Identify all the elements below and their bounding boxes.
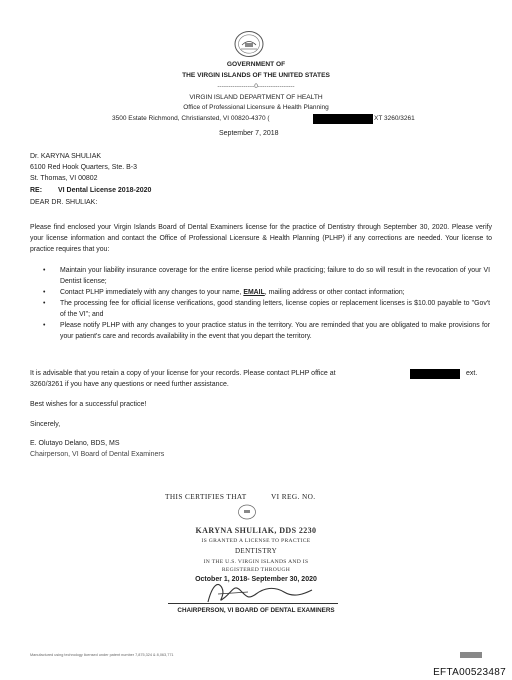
intro-paragraph: Please find enclosed your Virgin Islands Board of Dental Examiners license for the practice of Dentistry through September 30, 2020. Please verify your license information and contact the Office of Professional Licensure & Health Planning (PLHP) if any corrections are needed. Your license to practice requires that you: (30, 224, 492, 253)
certificate-chair: CHAIRPERSON, VI BOARD OF DENTAL EXAMINERS (177, 607, 335, 614)
list-item: • Maintain your liability insurance coverage for the entire license period while practicing; failure to do so will result in the revocation of your VI Dentist license; (43, 267, 490, 285)
recipient-line-2: 6100 Red Hook Quarters, Ste. B-3 (30, 164, 137, 171)
recipient-line-1: Dr. KARYNA SHULIAK (30, 153, 102, 160)
list-item: • Contact PLHP immediately with any changes to your name, EMAIL, mailing address or other contact information; (43, 289, 405, 296)
header-dept: VIRGIN ISLAND DEPARTMENT OF HEALTH (189, 94, 323, 101)
certificate-fine-print: Manufactured using technology licensed under patent number 7,875,324 & 8,063,771 (30, 653, 174, 657)
signer-name: E. Olutayo Delano, BDS, MS (30, 440, 120, 447)
recipient-line-3: St. Thomas, VI 00802 (30, 175, 98, 182)
redaction-box-phone-2 (410, 369, 460, 379)
letter-date: September 7, 2018 (219, 130, 279, 137)
header-line2: THE VIRGIN ISLANDS OF THE UNITED STATES (182, 72, 330, 79)
certificate-certifies: THIS CERTIFIES THAT (165, 492, 247, 501)
email-emphasis: EMAIL (243, 289, 265, 296)
header-address: 3500 Estate Richmond, Christiansted, VI 00820-4370 ( (112, 115, 270, 122)
certificate-granted: IS GRANTED A LICENSE TO PRACTICE (201, 538, 311, 544)
security-mark (460, 652, 482, 658)
list-item: • The processing fee for official license verifications, good standing letters, license copies or replacement licenses is $10.00 payable to "Gov't of the VI"; and (43, 300, 490, 318)
certificate-period: October 1, 2018- September 30, 2020 (195, 576, 317, 583)
government-seal-icon (232, 30, 266, 58)
closing-paragraph-ext: ext. (466, 370, 478, 377)
salutation: DEAR DR. SHULIAK: (30, 199, 98, 206)
document-id: EFTA00523487 (433, 667, 506, 678)
signature-line (168, 603, 338, 604)
sincerely: Sincerely, (30, 421, 61, 428)
certificate-reg: VI REG. NO. (271, 492, 316, 501)
redaction-box-phone (313, 114, 373, 124)
certificate-registered: REGISTERED THROUGH (221, 567, 291, 573)
requirements-list (30, 265, 490, 342)
certificate-in: IN THE U.S. VIRGIN ISLANDS AND IS (203, 559, 309, 565)
re-value: VI Dental License 2018-2020 (58, 187, 152, 194)
header-separator: -----------------0----------------- (217, 83, 295, 90)
certificate-profession: DENTISTRY (234, 547, 278, 555)
closing-paragraph-line1: It is advisable that you retain a copy of your license for your records. Please contact PLHP office at (30, 370, 336, 377)
header-office: Office of Professional Licensure & Health Planning (183, 104, 329, 111)
header-line1: GOVERNMENT OF (226, 61, 286, 68)
certificate-seal-icon (237, 504, 257, 520)
certificate-licensee-name: KARYNA SHULIAK, DDS 2230 (195, 526, 317, 535)
wishes: Best wishes for a successful practice! (30, 401, 147, 408)
signer-title: Chairperson, VI Board of Dental Examiners (30, 451, 165, 458)
list-item: • Please notify PLHP with any changes to your practice status in the territory. You are reminded that you are obligated to make provisions for your patient's care and records availability in the event that you depart the territory. (43, 322, 490, 340)
re-label: RE: (30, 187, 43, 194)
header-ext: XT 3260/3261 (374, 115, 415, 122)
closing-paragraph-line2: 3260/3261 if you have any questions or need further assistance. (30, 381, 229, 388)
